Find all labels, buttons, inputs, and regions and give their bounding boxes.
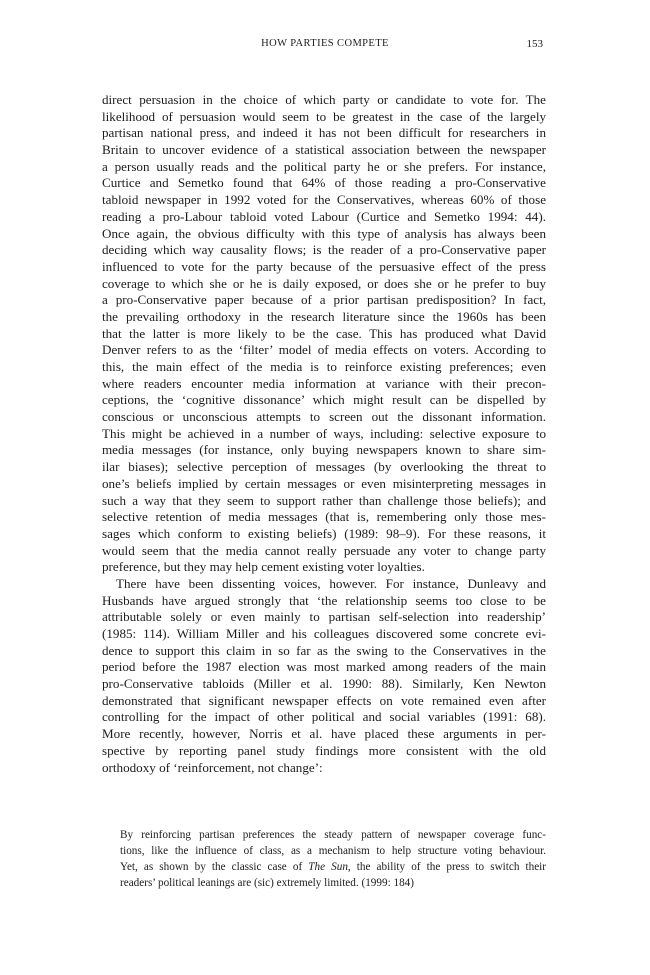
text-line: coverage to which she or he is daily exposed, or does she or he prefer to buy: [102, 275, 546, 291]
text-line: attributable solely or even mainly to partisan self-selection into readership’: [102, 609, 546, 625]
quote-line: readers’ political leanings are (sic) extremely limited. (1999: 184): [120, 877, 414, 889]
text-line: ceptions, the ‘cognitive dissonance’ which might result can be dispelled by: [102, 392, 546, 408]
text-line: media messages (for instance, only buying newspapers known to share sim-: [102, 442, 546, 458]
quote-text: , the ability of the press to switch their: [347, 861, 546, 873]
text-line: controlling for the impact of other political and social variables (1991: 68).: [102, 709, 546, 725]
running-head: HOW PARTIES COMPETE: [261, 38, 389, 49]
text-line: More recently, however, Norris et al. have placed these arguments in per-: [102, 726, 546, 742]
block-quote: [120, 827, 546, 891]
quote-line: By reinforcing partisan preferences the steady pattern of newspaper coverage func-: [120, 829, 546, 841]
text-line: orthodoxy of ‘reinforcement, not change’:: [102, 759, 323, 775]
page-header: [0, 38, 650, 54]
text-line: pro-Conservative tabloids (Miller et al. 1990: 88). Similarly, Ken Newton: [102, 676, 546, 692]
text-line: conscious or unconscious attempts to screen out the dissonant information.: [102, 409, 546, 425]
publication-title: The Sun: [308, 861, 348, 873]
text-line: deciding which way causality flows; is the reader of a pro-Conservative paper: [102, 242, 546, 258]
text-line: such a way that they seem to support rather than challenge those beliefs); and: [102, 492, 546, 508]
quote-text: Yet, as shown by the classic case of: [120, 861, 309, 873]
text-line: a pro-Conservative paper because of a prior partisan predisposition? In fact,: [102, 292, 546, 308]
text-line: ilar biases); selective perception of messages (by overlooking the threat to: [102, 459, 546, 475]
text-line: Husbands have argued strongly that ‘the relationship seems too close to be: [102, 592, 546, 608]
text-line: the prevailing orthodoxy in the research literature since the 1960s has been: [102, 308, 546, 324]
text-line: one’s beliefs implied by certain messages or even misinterpreting messages in: [102, 475, 546, 491]
text-line: Once again, the obvious difficulty with this type of analysis has always been: [102, 225, 546, 241]
body-text: [102, 92, 546, 776]
text-line: where readers encounter media information at variance with their precon-: [102, 375, 546, 391]
text-line: direct persuasion in the choice of which party or candidate to vote for. The: [102, 92, 546, 107]
quote-line: [120, 859, 546, 875]
text-line: Denver refers to as the ‘filter’ model of media effects on voters. According to: [102, 342, 546, 358]
text-line: likelihood of persuasion would seem to be greatest in the case of the largely: [102, 108, 546, 124]
page-number: 153: [526, 38, 543, 50]
text-line: preference, but they may help cement existing voter loyalties.: [102, 559, 425, 575]
text-line: selective retention of media messages (that is, remembering only those mes-: [102, 509, 546, 525]
text-line: This might be achieved in a number of ways, including: selective exposure to: [102, 425, 546, 441]
text-line: reading a pro-Labour tabloid voted Labour (Curtice and Semetko 1994: 44).: [102, 208, 546, 224]
text-line: sages which conform to existing beliefs) (1989: 98–9). For these reasons, it: [102, 525, 546, 541]
quote-line: tions, like the influence of class, as a mechanism to help structure voting behaviour.: [120, 845, 546, 857]
text-line: Britain to uncover evidence of a statistical association between the newspaper: [102, 142, 546, 158]
text-line: period before the 1987 election was most marked among readers of the main: [102, 659, 546, 675]
text-line: dence to support this claim in so far as the swing to the Conservatives in the: [102, 642, 546, 658]
text-line: a person usually reads and the political party he or she prefers. For instance,: [102, 158, 546, 174]
text-line: (1985: 114). William Miller and his colleagues discovered some concrete evi-: [102, 626, 546, 641]
text-line: Curtice and Semetko found that 64% of those reading a pro-Conservative: [102, 175, 546, 191]
text-line: partisan national press, and indeed it has not been difficult for researchers in: [102, 125, 546, 141]
text-line: spective by reporting panel study findings more consistent with the old: [102, 742, 546, 758]
text-line: influenced to vote for the party because of the persuasive effect of the press: [102, 258, 546, 274]
text-line: tabloid newspaper in 1992 voted for the Conservatives, whereas 60% of those: [102, 192, 546, 208]
text-line: that the latter is more likely to be the case. This has produced what David: [102, 325, 546, 341]
text-line: demonstrated that significant newspaper effects on vote remained even after: [102, 692, 546, 708]
text-line: this, the main effect of the media is to reinforce existing preferences; even: [102, 359, 546, 374]
text-line: would seem that the media cannot really persuade any voter to change party: [102, 542, 546, 558]
text-line: There have been dissenting voices, however. For instance, Dunleavy and: [116, 575, 546, 591]
